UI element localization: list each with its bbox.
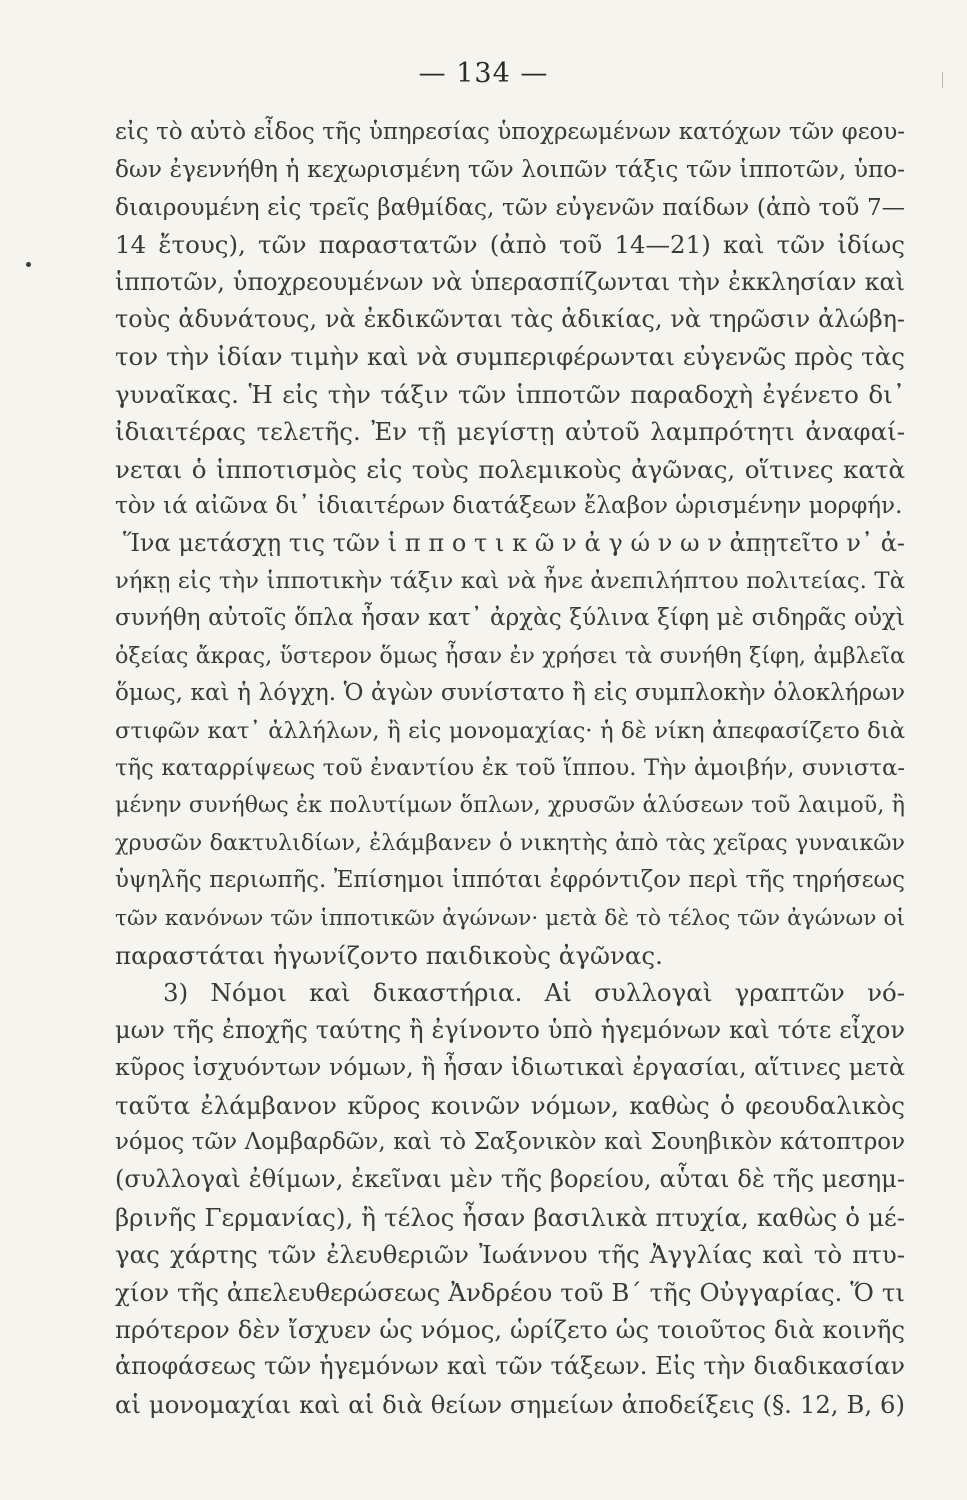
margin-dot — [26, 262, 31, 267]
section-heading-line: 3) Νόμοι καὶ δικαστήρια. Αἱ συλλογαὶ γραπτῶν νό- — [163, 978, 905, 1008]
text-line: ἀποφάσεως τῶν ἡγεμόνων καὶ τῶν τάξεων. Εἰς τὴν διαδικασίαν — [115, 1352, 905, 1381]
text-line: (συλλογαὶ ἐθίμων, ἐκεῖναι μὲν τῆς βορείου, αὗται δὲ τῆς μεσημ- — [115, 1165, 905, 1194]
text-line: μένην συνήθως ἐκ πολυτίμων ὅπλων, χρυσῶν ἁλύσεων τοῦ λαιμοῦ, ἢ — [115, 792, 905, 819]
text-line: στιφῶν κατ᾿ ἀλλήλων, ἢ εἰς μονομαχίας· ἡ δὲ νίκη ἀπεφασίζετο διὰ — [115, 717, 905, 744]
text-line: πρότερον δὲν ἴσχυεν ὡς νόμος, ὡρίζετο ὡς τοιοῦτος διὰ κοινῆς — [115, 1315, 905, 1344]
text-line: βρινῆς Γερμανίας), ἢ τέλος ἦσαν βασιλικὰ πτυχία, καθὼς ὁ μέ- — [115, 1202, 905, 1232]
text-line: μων τῆς ἐποχῆς ταύτης ἢ ἐγίνοντο ὑπὸ ἡγεμόνων καὶ τότε εἶχον — [115, 1015, 905, 1044]
text-line: γας χάρτης τῶν ἐλευθεριῶν Ἰωάννου τῆς Ἀγγλίας καὶ τὸ πτυ- — [115, 1240, 905, 1270]
page-edge-mark — [942, 72, 943, 88]
text-line: τὸν ιά αἰῶνα δι᾿ ἰδιαιτέρων διατάξεων ἔλαβον ὡρισμένην μορφήν. — [115, 493, 903, 520]
text-line: συνήθη αὐτοῖς ὅπλα ἦσαν κατ᾿ ἀρχὰς ξύλινα ξίφη μὲ σιδηρᾶς οὐχὶ — [115, 605, 905, 632]
text-line: ταῦτα ἐλάμβανον κῦρος κοινῶν νόμων, καθὼς ὁ φεουδαλικὸς — [115, 1090, 905, 1120]
text-line: ἰδιαιτέρας τελετῆς. Ἐν τῇ μεγίστῃ αὐτοῦ λαμπρότητι ἀναφαί- — [115, 417, 905, 447]
text-line: νεται ὁ ἱπποτισμὸς εἰς τοὺς πολεμικοὺς ἀγῶνας, οἵτινες κατὰ — [115, 454, 905, 484]
page-number: — 134 — — [418, 58, 549, 89]
text-line: Ἵνα μετάσχῃ τις τῶν ἱ π π ο τ ι κ ῶ ν ἀ γ ώ ν ω ν ἀπῃτεῖτο ν᾿ ἀ- — [123, 529, 905, 558]
text-line: τῆς καταρρίψεως τοῦ ἐναντίου ἐκ τοῦ ἵππου. Τὴν ἀμοιβήν, συνιστα- — [115, 754, 905, 781]
text-line: ὀξείας ἄκρας, ὕστερον ὅμως ἦσαν ἐν χρήσει τὰ συνήθη ξίφη, ἀμβλεῖα — [115, 642, 905, 669]
text-line: αἱ μονομαχίαι καὶ αἱ διὰ θείων σημείων ἀποδείξεις (§. 12, Β, 6) — [115, 1389, 905, 1419]
text-line: ὑψηλῆς περιωπῆς. Ἐπίσημοι ἱππόται ἐφρόντιζον περὶ τῆς τηρήσεως — [115, 867, 905, 894]
body-text — [115, 114, 905, 1423]
text-line: χρυσῶν δακτυλιδίων, ἐλάμβανεν ὁ νικητὴς ἀπὸ τὰς χεῖρας γυναικῶν — [115, 829, 905, 856]
text-line: διαιρουμένη εἰς τρεῖς βαθμίδας, τῶν εὐγενῶν παίδων (ἀπὸ τοῦ 7— — [115, 193, 905, 221]
text-line: κῦρος ἰσχυόντων νόμων, ἢ ἦσαν ἰδιωτικαὶ ἐργασίαι, αἵτινες μετὰ — [115, 1053, 905, 1082]
text-line: γυναῖκας. Ἡ εἰς τὴν τάξιν τῶν ἱπποτῶν παραδοχὴ ἐγένετο δι᾿ — [115, 379, 905, 409]
text-line: ἱπποτῶν, ὑποχρεουμένων νὰ ὑπερασπίζωνται τὴν ἐκκλησίαν καὶ — [115, 267, 905, 296]
text-line: εἰς τὸ αὐτὸ εἶδος τῆς ὑπηρεσίας ὑποχρεωμένων κατόχων τῶν φεου- — [115, 119, 905, 145]
text-line: τον τὴν ἰδίαν τιμὴν καὶ νὰ συμπεριφέρωνται εὐγενῶς πρὸς τὰς — [115, 342, 905, 372]
text-line: νήκῃ εἰς τὴν ἱπποτικὴν τάξιν καὶ νὰ ἦνε ἀνεπιλήπτου πολιτείας. Τὰ — [115, 567, 905, 594]
text-line: 14 ἔτους), τῶν παραστατῶν (ἀπὸ τοῦ 14—21) καὶ τῶν ἰδίως — [115, 230, 905, 260]
text-line: τῶν κανόνων τῶν ἱπποτικῶν ἀγώνων· μετὰ δὲ τὸ τέλος τῶν ἀγώνων οἱ — [115, 905, 905, 931]
text-line: δων ἐγεννήθη ἡ κεχωρισμένη τῶν λοιπῶν τάξις τῶν ἱπποτῶν, ὑπο- — [115, 156, 905, 184]
text-line: χίον τῆς ἀπελευθερώσεως Ἀνδρέου τοῦ Β´ τῆς Οὐγγαρίας. Ὅ τι — [115, 1277, 905, 1307]
text-line: νόμος τῶν Λομβαρδῶν, καὶ τὸ Σαξονικὸν καὶ Σουηβικὸν κάτοπτρον — [115, 1128, 905, 1155]
text-line: ὅμως, καὶ ἡ λόγχη. Ὁ ἀγὼν συνίστατο ἢ εἰς συμπλοκὴν ὁλοκλήρων — [115, 680, 905, 707]
text-line: τοὺς ἀδυνάτους, νὰ ἐκδικῶνται τὰς ἀδικίας, νὰ τηρῶσιν ἀλώβη- — [115, 305, 905, 334]
text-line: παραστάται ἠγωνίζοντο παιδικοὺς ἀγῶνας. — [115, 940, 663, 970]
